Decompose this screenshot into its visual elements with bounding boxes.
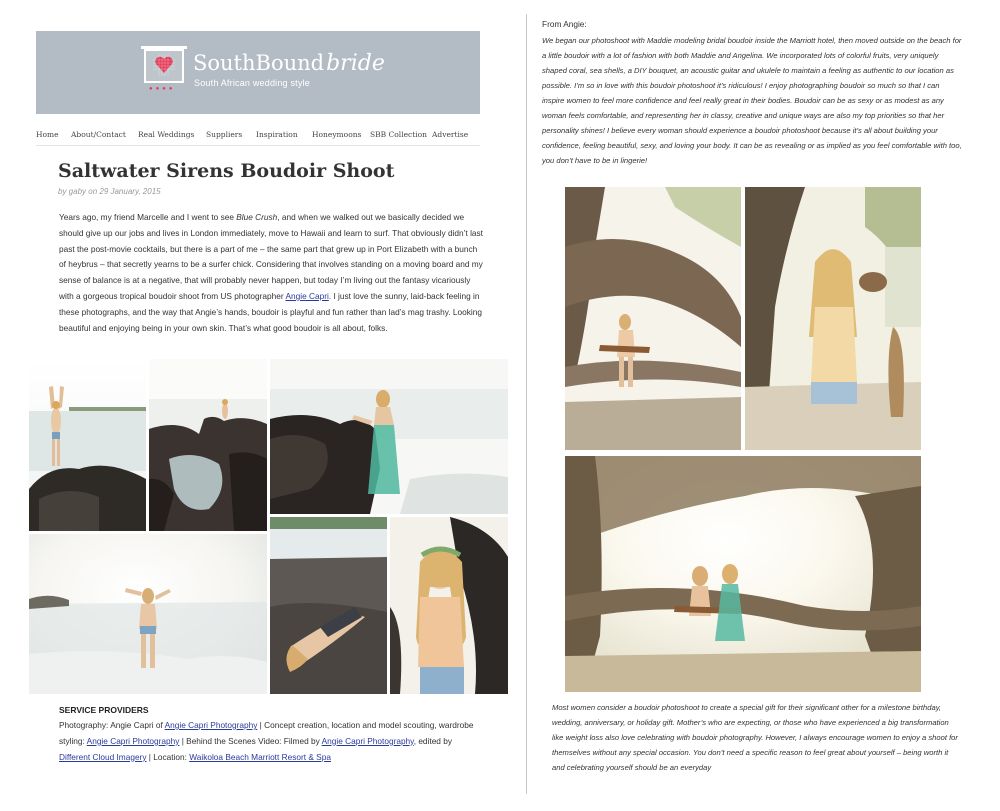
sp-text-4: , edited by xyxy=(413,735,452,746)
brand-name: SouthBound xyxy=(193,51,325,75)
photo-two-girls-under-tree[interactable] xyxy=(565,456,921,692)
photo-girl-on-rock-arms-up[interactable] xyxy=(29,359,146,531)
service-providers-text xyxy=(59,718,479,765)
heart-sampler-logo-icon: ●●●● xyxy=(144,44,184,90)
nav-item-about-contact[interactable]: About/Contact xyxy=(71,130,126,139)
photo-girl-flower-crown[interactable] xyxy=(390,517,508,694)
sp-text-5: | Location: xyxy=(146,751,190,762)
photo-girl-guitar-on-tree[interactable] xyxy=(565,187,741,450)
photo-girl-teal-skirt-rocks[interactable] xyxy=(270,359,508,514)
post-intro xyxy=(59,210,484,336)
nav-item-honeymoons[interactable]: Honeymoons xyxy=(312,130,362,139)
photo-girl-in-surf-sun-flare[interactable] xyxy=(29,534,267,694)
site-header-banner[interactable] xyxy=(36,31,480,114)
photographer-link[interactable]: Angie Capri xyxy=(285,290,329,301)
post-title: Saltwater Sirens Boudoir Shoot xyxy=(58,160,395,182)
sp-text-3: | Behind the Scenes Video: Filmed by xyxy=(179,735,322,746)
column-divider xyxy=(526,14,527,794)
service-providers-heading: SERVICE PROVIDERS xyxy=(59,705,149,715)
nav-item-sbb-collection[interactable]: SBB Collection xyxy=(370,130,427,139)
sp-link-styling[interactable]: Angie Capri Photography xyxy=(86,735,180,746)
nav-item-suppliers[interactable]: Suppliers xyxy=(206,130,243,139)
sp-link-location[interactable]: Waikoloa Beach Marriott Resort & Spa xyxy=(189,751,331,762)
sp-link-editing[interactable]: Different Cloud Imagery xyxy=(59,751,147,762)
post-byline: by gaby on 29 January, 2015 xyxy=(58,187,161,196)
photographer-quote-continued: Most women consider a boudoir photoshoot to create a special gift for their significant other for a milestone birthday, wedding, anniversary, or holiday gift. Mother’s who are expecting, or those who have experienced a big transformation like weight loss also love celebrating with boudoir photography. However, I always encourage women to enjoy a shoot for themselves without any special occasion. You don’t need a specific reason to feel great about yourself – being worth it and celebrating yourself should be an everyday xyxy=(552,703,958,772)
site-logo-text xyxy=(193,51,385,76)
quote-attribution: From Angie: xyxy=(542,19,587,29)
sp-link-video[interactable]: Angie Capri Photography xyxy=(321,735,414,746)
photo-girl-lying-on-rocks[interactable] xyxy=(270,517,387,694)
sp-text-2: | Concept creation, location and model scouting, wardrobe styling: xyxy=(59,720,474,746)
intro-text-2: , and when we walked out we basically decided we should give up our jobs and lives in London immediately, move to Hawaii and learn to surf. That obviously didn’t last past the post-movie cocktails, but there is a part of me – the same part that grew up in Port Elizabeth with a bunch of heybrus – that secretly yearns to be a surfer chick. Considering that involves standing on a moving board and my sense of balance is at a negative, that will probably never happen, but today I’m living out the fantasy vicariously with a gorgeous tropical boudoir shoot from US photographer xyxy=(59,212,483,301)
photographer-quote: We began our photoshoot with Maddie modeling bridal boudoir inside the Marriott hotel, then moved outside on the beach for a little boudoir with a lot of fashion with both Maddie and Angelina. We incorporated lots of colorful fruits, very uniquely shaped coral, sea shells, a DIY bouquet, an acoustic guitar and ukulele to maintain a feeling as authentic to our location as possible. I’m so in love with this boudoir photoshoot it’s ridiculous! I enjoy photographing boudoir so much so that I can inspire women to feel more confidence and feel really great in their bodies. Boudoir can be as sexy or as modest as any woman feels comfortable, and representing her in classy, creative and unique ways are also my top priorities so that her personality shines! I believe every woman should experience a boudoir photoshoot because it’s all about building your confidence, feeling beautiful, sexy, and loving your body. It can be as revealing or as implied as you feel comfortable with too, you don’t have to be in lingerie! xyxy=(542,36,962,165)
photo-girl-hat-smiling[interactable] xyxy=(745,187,921,450)
site-tagline: South African wedding style xyxy=(194,78,310,88)
intro-text-3: . I just love the sunny, laid-back feeling in these photographs, and the way that Angie’s hands, boudoir is playful and fun rather than lad’s mag trashy. Looking beautiful and enjoying being in your own skin. That’s what good boudoir is all about, folks. xyxy=(59,290,482,333)
main-navigation xyxy=(36,126,480,146)
photo-rocky-tide-pool[interactable] xyxy=(149,359,267,531)
intro-film-title: Blue Crush xyxy=(236,212,278,222)
nav-item-real-weddings[interactable]: Real Weddings xyxy=(138,130,195,139)
nav-item-inspiration[interactable]: Inspiration xyxy=(256,130,298,139)
brand-script: bride xyxy=(326,51,385,76)
sp-text-1: Photography: Angie Capri of xyxy=(59,720,165,730)
intro-text-1: Years ago, my friend Marcelle and I went to see xyxy=(59,212,237,222)
nav-item-home[interactable]: Home xyxy=(36,130,59,139)
sp-link-photography[interactable]: Angie Capri Photography xyxy=(164,720,258,730)
nav-item-advertise[interactable]: Advertise xyxy=(432,130,469,139)
